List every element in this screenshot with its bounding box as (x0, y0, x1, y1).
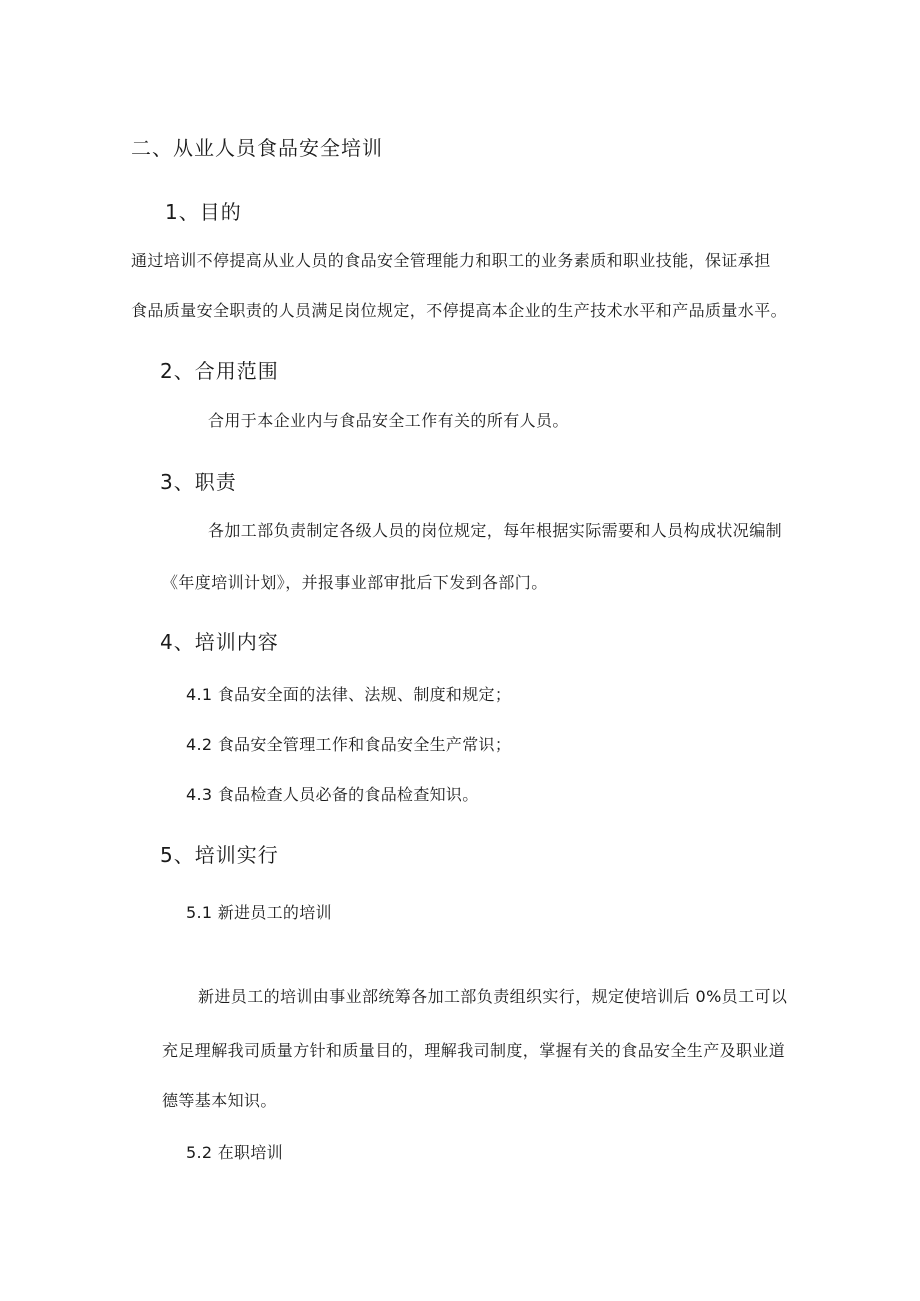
scope-heading: 2、合用范围 (160, 359, 279, 383)
content-heading: 4、培训内容 (160, 630, 279, 654)
new-staff-line-2: 充足理解我司质量方针和质量目的，理解我司制度，掌握有关的食品安全生产及职业道 (162, 1041, 786, 1060)
purpose-heading: 1、目的 (165, 200, 242, 224)
scope-text: 合用于本企业内与食品安全工作有关的所有人员。 (208, 411, 569, 430)
new-staff-line-3: 德等基本知识。 (162, 1091, 277, 1110)
implementation-heading: 5、培训实行 (160, 843, 279, 867)
duty-line-2: 《年度培训计划》，并报事业部审批后下发到各部门。 (162, 573, 548, 592)
duty-line-1: 各加工部负责制定各级人员的岗位规定，每年根据实际需要和人员构成状况编制 (208, 521, 783, 540)
section-title: 二、从业人员食品安全培训 (131, 136, 383, 160)
new-staff-line-1: 新进员工的培训由事业部统筹各加工部负责组织实行，规定使培训后 0%员工可以 (198, 987, 788, 1006)
content-item-1: 4.1 食品安全面的法律、法规、制度和规定； (186, 685, 512, 704)
content-item-3: 4.3 食品检查人员必备的食品检查知识。 (186, 785, 479, 804)
purpose-line-1: 通过培训不停提高从业人员的食品安全管理能力和职工的业务素质和职业技能，保证承担 (131, 251, 771, 270)
on-job-heading: 5.2 在职培训 (186, 1143, 283, 1162)
purpose-line-2: 食品质量安全职责的人员满足岗位规定，不停提高本企业的生产技术水平和产品质量水平。 (131, 301, 788, 320)
new-staff-heading: 5.1 新进员工的培训 (186, 903, 332, 922)
duty-heading: 3、职责 (160, 470, 237, 494)
content-item-2: 4.2 食品安全管理工作和食品安全生产常识； (186, 735, 512, 754)
